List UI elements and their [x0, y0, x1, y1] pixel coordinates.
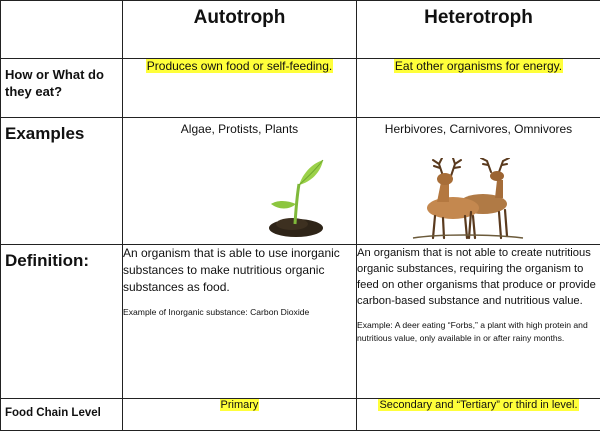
how-row — [1, 59, 600, 118]
corner-cell — [1, 1, 123, 59]
definition-label-cell — [1, 245, 123, 399]
how-autotroph-cell — [123, 59, 357, 118]
autotroph-header-cell — [123, 1, 357, 59]
examples-heterotroph-text: Herbivores, Carnivores, Omnivores — [357, 118, 600, 136]
food-chain-label-cell — [1, 399, 123, 431]
definition-autotroph-text: An organism that is able to use inorganic substances to make nutritious organic substances as food. — [123, 245, 356, 296]
how-heterotroph-text: Eat other organisms for energy. — [394, 59, 563, 73]
how-label-cell — [1, 59, 123, 118]
how-autotroph-text: Produces own food or self-feeding. — [146, 59, 333, 73]
heterotroph-title: Heterotroph — [357, 1, 600, 29]
sprout-icon — [265, 158, 327, 238]
food-chain-heterotroph-text: Secondary and “Tertiary” or third in level. — [378, 399, 578, 411]
definition-autotroph-note: Example of Inorganic substance: Carbon Dioxide — [123, 306, 356, 319]
food-chain-autotroph-cell — [123, 399, 357, 431]
definition-heterotroph-note: Example: A deer eating “Forbs,” a plant with high protein and nutritious value, only available in or after rainy months. — [357, 319, 600, 345]
deer-icon — [409, 158, 527, 242]
how-heterotroph-cell — [357, 59, 600, 118]
examples-label: Examples — [1, 118, 122, 144]
definition-label: Definition: — [1, 245, 122, 271]
definition-heterotroph-cell — [357, 245, 600, 399]
definition-autotroph-cell — [123, 245, 357, 399]
autotroph-title: Autotroph — [123, 1, 356, 29]
definition-row — [1, 245, 600, 399]
examples-autotroph-cell — [123, 118, 357, 245]
examples-row — [1, 118, 600, 245]
examples-heterotroph-cell — [357, 118, 600, 245]
heterotroph-header-cell — [357, 1, 600, 59]
definition-heterotroph-text: An organism that is not able to create nutritious organic substances, requiring the organism to feed on other organisms that produce or provide carbon-based substance and nutritious value. — [357, 245, 600, 309]
header-row — [1, 1, 600, 59]
food-chain-autotroph-text: Primary — [220, 399, 260, 411]
food-chain-row — [1, 399, 600, 431]
examples-autotroph-text: Algae, Protists, Plants — [123, 118, 356, 136]
examples-label-cell — [1, 118, 123, 245]
food-chain-heterotroph-cell — [357, 399, 600, 431]
food-chain-label: Food Chain Level — [1, 399, 122, 422]
how-label: How or What do they eat? — [1, 59, 122, 100]
